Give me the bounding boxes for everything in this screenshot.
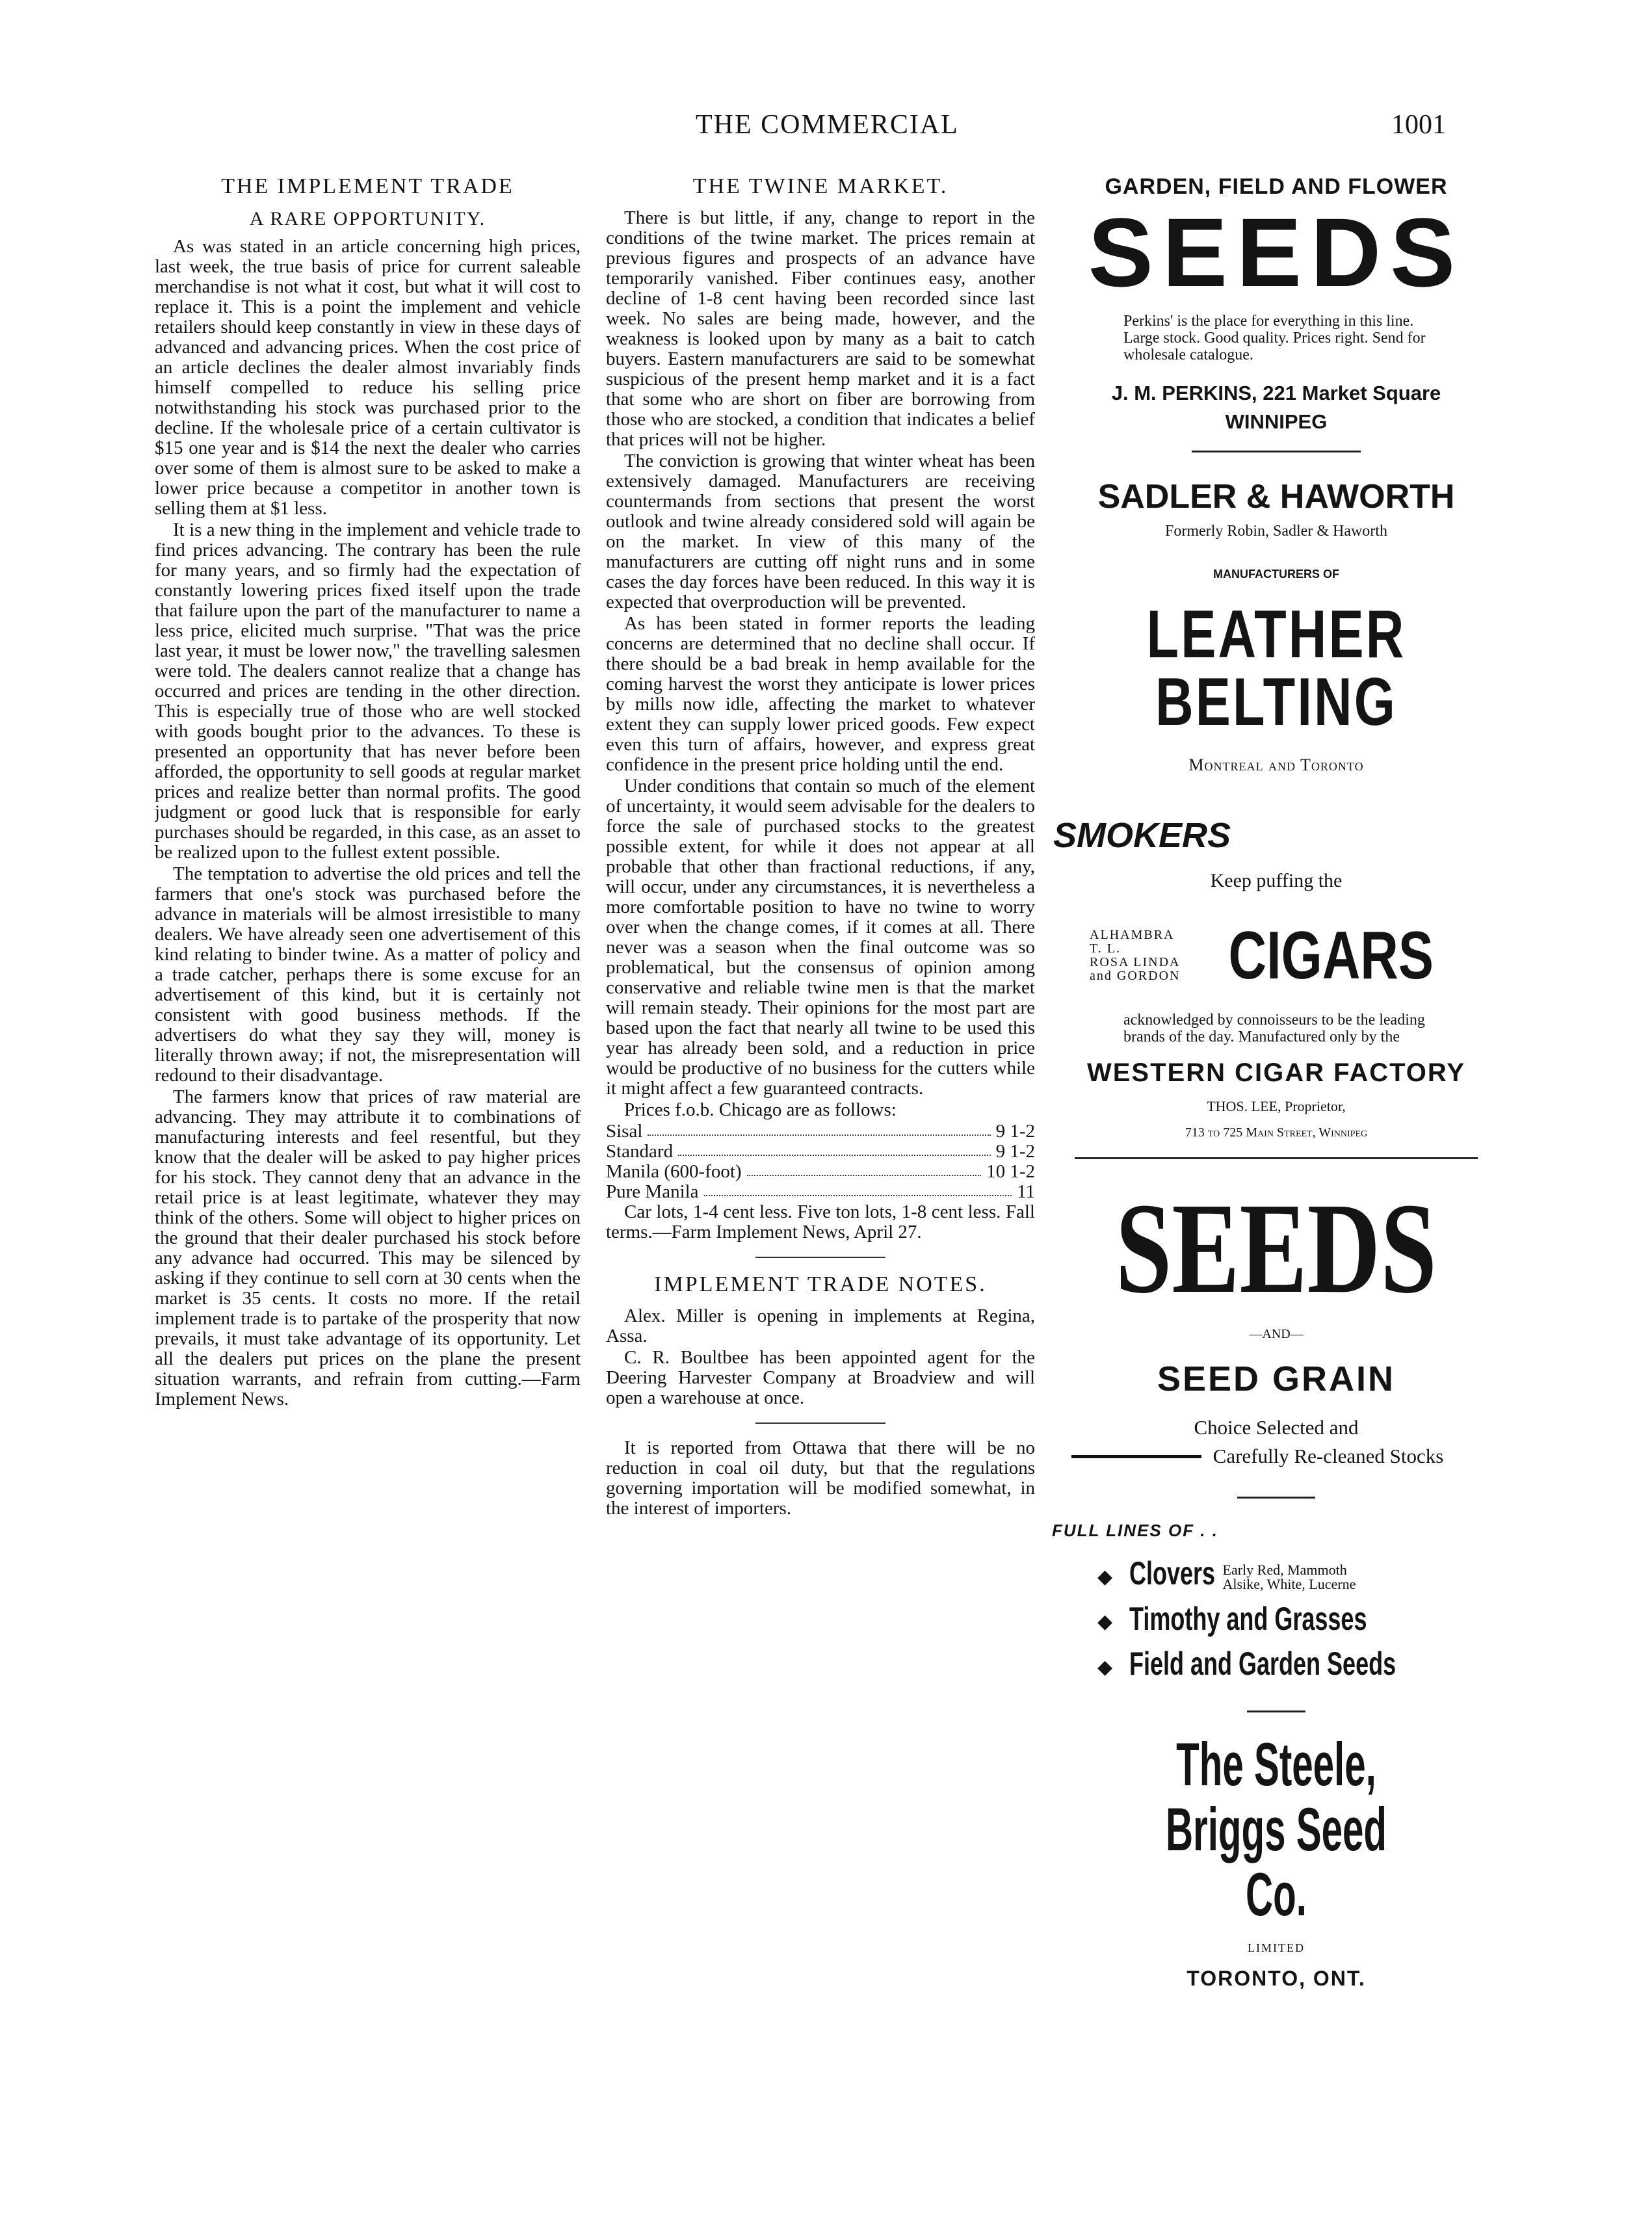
advertisement-column	[1052, 174, 1501, 2131]
ad-divider	[1075, 1157, 1478, 1159]
diamond-bullet-icon: ◆	[1097, 1566, 1113, 1588]
cigar-brand-list	[1090, 928, 1180, 983]
ad-headline: GARDEN, FIELD AND FLOWER	[1105, 174, 1448, 199]
price-row	[606, 1121, 1035, 1142]
twine-market-title: THE TWINE MARKET.	[692, 174, 949, 198]
article-paragraph: The temptation to advertise the old prices and tell the farmers that one's stock was purchased before the advance in materials will be almost irresistible to many dealers. We have already seen one advertisement of this kind relating to binder twine. As a matter of policy and a trade catcher, perhaps there is some excuse for an advertisement of this kind, but it is certainly not consistent with good business methods. If the advertisers do what they say they will, money is literally thrown away; if not, the misrepresentation will redound to their disadvantage.	[155, 863, 581, 1086]
twine-price: 11	[1017, 1181, 1035, 1202]
ad-divider	[1237, 1497, 1315, 1499]
seed-line-item: ◆ Timothy and Grasses	[1097, 1600, 1367, 1637]
article-paragraph: The farmers know that prices of raw material are advancing. They may attribute it to combinations of manufacturing interests and feel resentful, but they know that the dealer will be asked to pay higher prices for his stock. They cannot deny that an advance in the retail price is at least legitimate, whatever they may think of the others. Some will object to higher prices on the ground that their dealer purchased his stock before any advance had occurred. This may be silenced by asking if they continue to sell corn at 30 cents when the market is 35 cents. It costs no more. If the retail implement trade is to partake of the prosperity that now prevails, it must take advantage of its opportunity. Let all the dealers put prices on the plane the present situation warrants, and refrain from cutting.—Farm Implement News.	[155, 1086, 581, 1409]
twine-price: 10 1-2	[986, 1161, 1035, 1182]
divider	[755, 1257, 885, 1258]
ad-full-lines: FULL LINES OF . .	[1052, 1521, 1218, 1540]
ad-smokers-heading: SMOKERS	[1053, 816, 1231, 855]
ad-and: —AND—	[1249, 1327, 1304, 1341]
ad-choice-line-1: Choice Selected and	[1194, 1416, 1359, 1439]
ad-product: LEATHER BELTING	[1146, 597, 1406, 740]
ad-divider	[1192, 451, 1361, 452]
seed-lines-list	[1052, 1553, 1501, 1688]
ad-city: WINNIPEG	[1225, 410, 1328, 433]
twine-name: Sisal	[606, 1121, 643, 1142]
cigar-brand: and GORDON	[1090, 969, 1181, 983]
perkins-seeds-ad	[1052, 174, 1501, 434]
cigar-brand: ROSA LINDA	[1090, 955, 1181, 969]
ad-tagline: Keep puffing the	[1210, 870, 1343, 891]
ad-copy: Perkins' is the place for everything in this line. Large stock. Good quality. Prices right. Send for wholesale catalogue.	[1123, 313, 1426, 363]
ad-company: The Steele, Briggs Seed Co.	[1165, 1729, 1387, 1928]
trade-notes-title: IMPLEMENT TRADE NOTES.	[654, 1272, 987, 1296]
article-paragraph: As was stated in an article concerning high prices, last week, the true basis of price for current saleable merchandise is not what it cost, but what it will cost to replace it. This is a point the implement and vehicle retailers should keep constantly in view in these days of advanced and advancing prices. When the cost price of an article declines the dealer almost invariably finds himself compelled to reduce his selling price notwithstanding his stock was purchased prior to the decline. If the wholesale price of a certain cultivator is $15 one year and is $14 the next the dealer who carries over some of them is almost sure to be asked to make a lower price because a competitor in another town is selling them at $1 less.	[155, 236, 581, 519]
ad-ack: acknowledged by connoisseurs to be the leading brands of the day. Manufactured only by the	[1123, 1012, 1425, 1045]
ad-toronto: TORONTO, ONT.	[1187, 1966, 1366, 1990]
clover-varieties: Early Red, Mammoth	[1222, 1561, 1347, 1578]
ad-cigars: CIGARS	[1228, 918, 1434, 993]
twine-price: 9 1-2	[995, 1141, 1035, 1162]
cigar-brand: T. L.	[1090, 941, 1121, 956]
ad-divider	[1247, 1710, 1305, 1712]
ad-big-seeds-2: SEEDS	[1115, 1177, 1437, 1320]
ad-proprietor: THOS. LEE, Proprietor,	[1207, 1098, 1346, 1114]
article-paragraph: As has been stated in former reports the leading concerns are determined that no decline shall occur. If there should be a bad break in hemp available for the coming harvest the worst they anticipate is lower prices by mills now idle, affecting the market to whatever extent they can supply lower priced goods. Few expect even this turn of affairs, however, and express great confidence in the present price holding until the end.	[606, 613, 1035, 775]
article-paragraph: The conviction is growing that winter wheat has been extensively damaged. Manufacturers are receiving countermands from sections that present the worst outlook and twine already considered sold will again be on the market. In view of this many of the manufacturers are cutting off night runs and in some cases the day forces have been reduced. In this way it is expected that overproduction will be prevented.	[606, 451, 1035, 612]
price-row	[606, 1182, 1035, 1202]
divider	[755, 1422, 885, 1424]
article-paragraph: It is a new thing in the implement and vehicle trade to find prices advancing. The contrary has been the rule for many years, and so firmly had the expectation of constantly lowering prices fixed itself upon the trade that failure upon the part of the manufacturer to name a less price, elicited much surprise. "That was the price last year, it must be lower now," the travelling salesmen were told. The dealers cannot realize that a change has occurred and prices are tending in the other direction. This is especially true of those who are well stocked with goods bought prior to the advances. To these is presented an opportunity that has never before been afforded, the opportunity to sell goods at regular market prices and realize better than normal profits. The good judgment or good luck that is responsible for early purchases should be regarded, in this case, as an asset to be realized upon to the fullest extent possible.	[155, 519, 581, 863]
price-row	[606, 1162, 1035, 1182]
trade-note: C. R. Boultbee has been appointed agent for the Deering Harvester Company at Broadview and will open a warehouse at once.	[606, 1347, 1035, 1408]
trade-note: Alex. Miller is opening in implements at Regina, Assa.	[606, 1305, 1035, 1346]
ad-company-name: SADLER & HAWORTH	[1097, 478, 1455, 516]
page-number: 1001	[1391, 110, 1446, 140]
ad-big-seeds: SEEDS	[1088, 198, 1465, 307]
arrow-rule	[1071, 1455, 1201, 1458]
cigar-brand: ALHAMBRA	[1090, 928, 1175, 942]
ad-limited: LIMITED	[1248, 1941, 1305, 1954]
price-list	[606, 1121, 1035, 1202]
steele-briggs-ad	[1052, 1177, 1501, 1991]
price-row	[606, 1142, 1035, 1162]
prices-intro: Prices f.o.b. Chicago are as follows:	[624, 1099, 897, 1120]
ad-cities: Montreal and Toronto	[1188, 755, 1364, 774]
section-title: THE IMPLEMENT TRADE	[221, 174, 514, 198]
article-paragraph: Under conditions that contain so much of the element of uncertainty, it would seem advisable for the dealers to force the sale of purchased stocks to the greatest possible extent, for while it does not appear at all probable that other than fractional reductions, if any, will occur, under any circumstances, it is nevertheless a more comfortable position to have no twine to worry over when the change comes, if it comes at all. There never was a season when the final outcome was so problematical, but the consensus of opinion among conservative and reliable twine men is that the market will remain steady. Their opinions for the most part are based upon the fact that nearly all twine to be used this year has already been sold, and a reduction in price would be productive of no business for the cutters while it might affect a few guaranteed contracts.	[606, 776, 1035, 1099]
diamond-bullet-icon: ◆	[1097, 1611, 1113, 1633]
prices-note: Car lots, 1-4 cent less. Five ton lots, 1-8 cent less. Fall terms.—Farm Implement News, April 27.	[606, 1201, 1035, 1242]
western-cigar-ad	[1052, 815, 1501, 1140]
implement-trade-article	[155, 174, 581, 2131]
ad-manufacturers-of: MANUFACTURERS OF	[1213, 568, 1339, 581]
ottawa-note: It is reported from Ottawa that there will be no reduction in coal oil duty, but that the regulations governing importation will be modified somewhat, in the interest of importers.	[606, 1437, 1035, 1519]
article-subtitle: A RARE OPPORTUNITY.	[249, 208, 486, 229]
ad-factory-address: 713 to 725 Main Street, Winnipeg	[1185, 1125, 1368, 1140]
ad-factory: WESTERN CIGAR FACTORY	[1086, 1058, 1466, 1087]
ad-formerly: Formerly Robin, Sadler & Haworth	[1165, 523, 1387, 540]
sadler-haworth-ad	[1052, 477, 1501, 775]
ad-address: J. M. PERKINS, 221 Market Square	[1111, 382, 1441, 404]
seed-line-item: ◆ Field and Garden Seeds	[1097, 1645, 1396, 1683]
publication-title: THE COMMERCIAL	[696, 110, 959, 140]
seed-line-item: ◆ Clovers Early Red, Mammoth Alsike, White, Lucerne	[1097, 1555, 1356, 1592]
middle-column	[606, 174, 1035, 2125]
twine-price: 9 1-2	[995, 1121, 1035, 1142]
twine-name: Standard	[606, 1141, 674, 1162]
ad-seed-grain: SEED GRAIN	[1157, 1359, 1396, 1398]
diamond-bullet-icon: ◆	[1097, 1656, 1113, 1678]
clover-varieties: Alsike, White, Lucerne	[1222, 1575, 1356, 1592]
twine-name: Pure Manila	[606, 1181, 699, 1202]
page-header	[0, 109, 1652, 155]
article-paragraph: There is but little, if any, change to report in the conditions of the twine market. The prices remain at previous figures and prospects of an advance have temporarily vanished. Fiber continues easy, another decline of 1-8 cent having been recorded since last week. No sales are being made, however, and the weakness is looked upon by many as a bait to catch buyers. Eastern manufacturers are said to be somewhat suspicious of the present hemp market and it is a fact that some who are short on fiber are borrowing from those who are stocked, a condition that indicates a belief that prices will not be higher.	[606, 207, 1035, 450]
ad-choice-line-2: Carefully Re-cleaned Stocks	[1213, 1445, 1444, 1467]
twine-name: Manila (600-foot)	[606, 1161, 742, 1182]
